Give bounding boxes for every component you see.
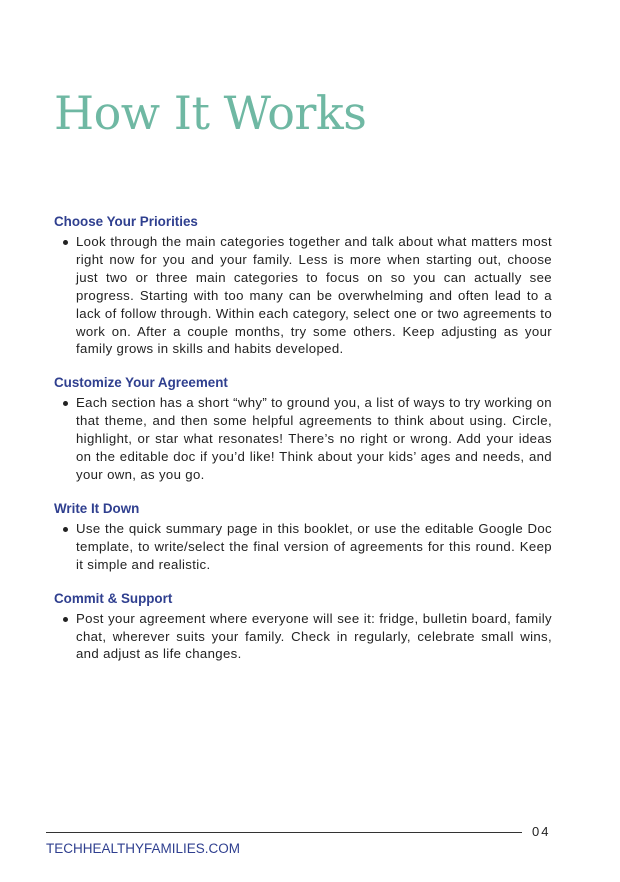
section-heading: Write It Down — [54, 500, 140, 516]
bullet-list — [54, 394, 552, 484]
section-write-it-down — [54, 500, 552, 574]
bullet-icon — [63, 401, 68, 406]
bullet-text: Post your agreement where everyone will see it: fridge, bulletin board, family chat, wherever suits your family. Check in regularly, celebrate small wins, and adjust as life changes. — [76, 610, 552, 662]
bullet-text: Use the quick summary page in this booklet, or use the editable Google Doc template, to write/select the final version of agreements for this round. Keep it simple and realistic. — [76, 520, 552, 572]
bullet-icon — [63, 240, 68, 245]
section-heading: Commit & Support — [54, 590, 173, 606]
section-choose-priorities — [54, 213, 552, 358]
footer-website-link[interactable]: TECHHEALTHYFAMILIES.COM — [46, 841, 241, 856]
bullet-text: Each section has a short “why” to ground you, a list of ways to try working on that theme, and then some helpful agreements to think about using. Circle, highlight, or star what resonates! There’s no right or wrong. Add your ideas on the editable doc if you’d like! Think about your kids’ ages and needs, and your own, as you go. — [76, 395, 552, 482]
bullet-item — [54, 520, 552, 574]
section-heading: Customize Your Agreement — [54, 375, 228, 391]
bullet-item — [54, 610, 552, 664]
bullet-list — [54, 520, 552, 574]
page-title: How It Works — [54, 86, 367, 140]
section-heading: Choose Your Priorities — [54, 214, 198, 229]
bullet-icon — [63, 527, 68, 532]
page-number: 04 — [532, 824, 551, 839]
bullet-list — [54, 233, 552, 358]
bullet-list — [54, 610, 552, 664]
section-commit-support — [54, 590, 552, 664]
instructions-body — [54, 213, 552, 679]
bullet-icon — [63, 617, 68, 622]
bullet-item — [54, 394, 552, 484]
bullet-text: Look through the main categories together and talk about what matters most right now for you and your family. Less is more when starting out, choose just two or three main categories to focus on so you can actually see progress. Starting with too many can be overwhelming and often lead to a lack of follow through. Within each category, select one or two agreements to work on. After a couple months, try some others. Keep adjusting as your family grows in skills and habits developed. — [76, 234, 552, 357]
section-customize-agreement — [54, 374, 552, 484]
footer-divider — [46, 832, 522, 833]
bullet-item — [54, 233, 552, 358]
